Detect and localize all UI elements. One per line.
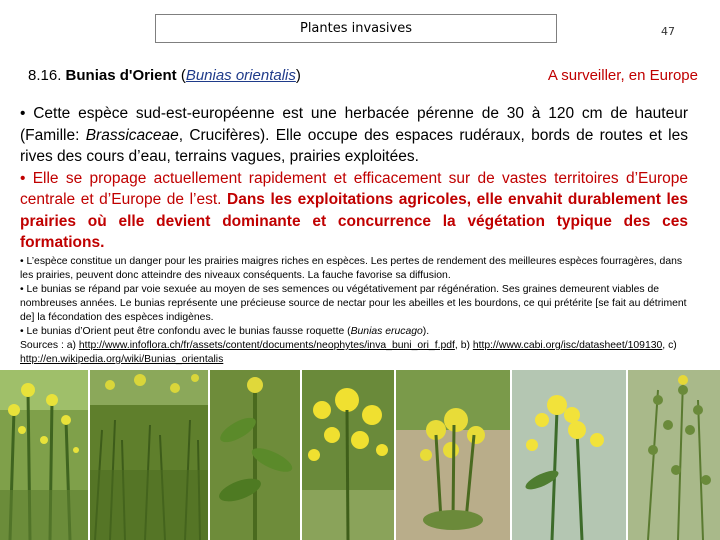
photo-flower-clump	[302, 370, 394, 540]
header-title-box	[155, 14, 557, 43]
species-number: 8.16.	[28, 67, 62, 84]
description-paragraph-2	[20, 168, 688, 254]
close-paren: )	[295, 67, 301, 84]
status-label: A surveiller, en Europe	[547, 67, 698, 84]
confusion-species: Bunias erucago	[350, 326, 423, 337]
sources-label: Sources : a)	[20, 340, 79, 351]
common-name: Bunias d'Orient	[65, 67, 177, 84]
para2-text: • Elle se propage actuellement rapidement et efficacement sur de vastes territoires d’Europe centrale et d’Europe de l’est.	[20, 169, 688, 208]
sources-separator-c: , c)	[662, 340, 677, 351]
detail-paragraph-1: • L’espèce constitue un danger pour les prairies maigres riches en espèces. Les pertes de rendement des meilleures espèces fourragères, dans les prairies, peuvent donc atteindre des niveaux conséquents. La fauche favorise sa diffusion.	[20, 256, 683, 281]
para1-text-end: , Crucifères). Elle occupe des espaces rudéraux, bords de routes et les rives des cours d’eau, terrains vagues, prairies exploitées.	[20, 126, 689, 165]
main-description	[20, 103, 688, 254]
photo-sandy-ground	[396, 370, 510, 540]
sources-separator-b: , b)	[454, 340, 473, 351]
confusion-text: • Le bunias d’Orient peut être confondu avec le bunias fausse roquette (	[20, 326, 351, 337]
photo-meadow	[90, 370, 208, 540]
detail-paragraph-3	[20, 325, 692, 339]
source-link-c[interactable]: http://en.wikipedia.org/wiki/Bunias_orientalis	[20, 354, 224, 365]
confusion-text-end: ).	[422, 326, 430, 337]
open-paren: (	[180, 67, 186, 84]
species-title	[28, 67, 301, 84]
photo-strip	[0, 370, 720, 540]
header-title: Plantes invasives	[299, 21, 413, 36]
photo-leaves	[210, 370, 300, 540]
photo-seed-pods	[628, 370, 720, 540]
page-number: 47	[661, 25, 675, 38]
sources-line	[20, 339, 692, 367]
details-block	[20, 255, 692, 367]
para2-bold-text: Dans les exploitations agricoles, elle envahit durablement les prairies où elle devient dominante et concurrence la végétation typique des ces formations.	[20, 191, 688, 251]
source-link-b[interactable]: http://www.cabi.org/isc/datasheet/109130	[472, 340, 663, 351]
scientific-name-link[interactable]: Bunias orientalis	[185, 67, 296, 84]
para1-text: • Cette espèce sud-est-européenne est une herbacée pérenne de 30 à 120 cm de hauteur (Famille:	[20, 105, 688, 144]
family-name: Brassicaceae	[85, 126, 179, 144]
source-link-a[interactable]: http://www.infoflora.ch/fr/assets/content/documents/neophytes/inva_buni_ori_f.pdf	[78, 340, 455, 351]
detail-paragraph-2: • Le bunias se répand par voie sexuée au moyen de ses semences ou végétativement par régénération. Ses graines demeurent viables de nombreuses années. Le bunias représente une précieuse source de nectar pour les abeilles et les bourdons, ce qui prétérite [se fait au détriment de] la fécondation des espèces indigènes.	[20, 284, 687, 323]
photo-flower-closeup	[512, 370, 626, 540]
photo-field-plant	[0, 370, 88, 540]
description-paragraph-1	[20, 103, 688, 168]
